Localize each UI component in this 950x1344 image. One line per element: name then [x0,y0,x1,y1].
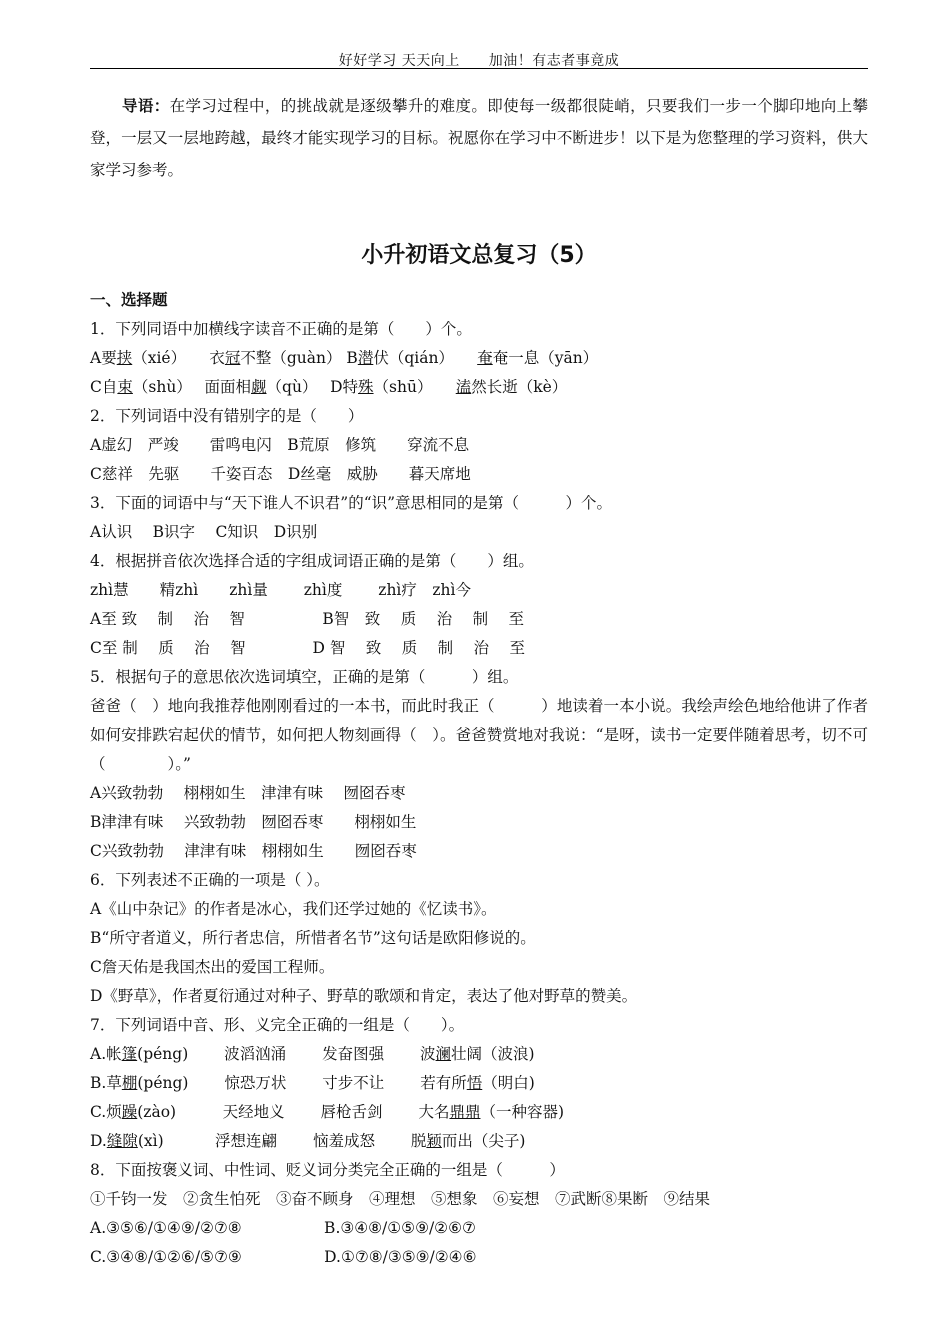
q7-option-b: B.草棚(péng) 惊恐万状 寸步不让 若有所悟（明白) [90,1074,535,1092]
q6-option-d: D《野草》，作者夏衍通过对种子、野草的歌颂和肯定，表达了他对野草的赞美。 [90,987,638,1005]
q7-stem: 7．下列词语中音、形、义完全正确的一组是（ ）。 [90,1016,465,1034]
q2-options-c-d: C慈祥 先驱 千姿百态 D丝毫 威胁 暮天席地 [90,465,471,483]
section-heading: 一、选择题 [90,291,168,309]
q3-stem: 3．下面的词语中与“天下谁人不识君”的“识”意思相同的是第（ ）个。 [90,494,613,512]
q1-options-a-b: A要挟（xié） 衣冠不整（guàn） B潜伏（qián） 奄奄一息（yān） [90,349,599,367]
q8-options-c-d: C.③④⑧/①②⑥/⑤⑦⑨ D.①⑦⑧/③⑤⑨/②④⑥ [90,1248,477,1266]
q2-stem: 2．下列词语中没有错别字的是（ ） [90,407,364,425]
q6-stem: 6．下列表述不正确的一项是（ ）。 [90,871,330,889]
q5-stem: 5．根据句子的意思依次选词填空，正确的是第（ ）组。 [90,668,519,686]
question-content [90,286,868,1272]
q4-stem: 4．根据拼音依次选择合适的字组成词语正确的是第（ ）组。 [90,552,534,570]
header-divider [90,68,868,69]
document-title: 小升初语文总复习（5） [361,243,597,268]
intro-text: 在学习过程中，的挑战就是逐级攀升的难度。即使每一级都很陡峭，只要我们一步一个脚印地向上攀登，一层又一层地跨越，最终才能实现学习的目标。祝愿你在学习中不断进步！以下是为您整理的学习资料，供大家学习参考。 [90,97,868,179]
q3-options: A认识 B识字 C知识 D识别 [90,523,318,541]
q8-word-list: ①千钧一发 ②贪生怕死 ③奋不顾身 ④理想 ⑤想象 ⑥妄想 ⑦武断⑧果断 ⑨结果 [90,1190,711,1208]
q2-options-a-b: A虚幻 严竣 雷鸣电闪 B荒原 修筑 穿流不息 [90,436,470,454]
q7-option-d: D.缝隙(xì) 浮想连翩 恼羞成怒 脱颖而出（尖子) [90,1132,526,1150]
q1-options-c-d: C自束（shù） 面面相觑（qù） D特殊（shū） 溘然长逝（kè） [90,378,568,396]
q7-option-c: C.烦躁(zào) 天经地义 唇枪舌剑 大名鼎鼎（一种容器) [90,1103,565,1121]
q4-pinyin: zhì慧 精zhì zhì量 zhì度 zhì疗 zhì今 [90,581,471,599]
intro-label: 导语： [122,96,170,115]
page-header: 好好学习 天天向上 加油！有志者事竟成 [338,53,620,69]
q6-option-b: B“所守者道义，所行者忠信，所惜者名节”这句话是欧阳修说的。 [90,929,536,947]
q1-stem: 1．下列同语中加横线字读音不正确的是第（ ）个。 [90,320,472,338]
q5-option-a: A兴致勃勃 栩栩如生 津津有味 囫囵吞枣 [90,784,406,802]
q8-options-a-b: A.③⑤⑥/①④⑨/②⑦⑧ B.③④⑧/①⑤⑨/②⑥⑦ [90,1219,476,1237]
q6-option-c: C詹天佑是我国杰出的爱国工程师。 [90,958,335,976]
q7-option-a: A.帐篷(péng) 波滔汹涌 发奋图强 波澜壮阔（波浪) [90,1045,535,1063]
q8-stem: 8．下面按褒义词、中性词、贬义词分类完全正确的一组是（ ） [90,1161,565,1179]
q5-option-c: C兴致勃勃 津津有味 栩栩如生 囫囵吞枣 [90,842,417,860]
intro-paragraph [90,90,868,186]
q6-option-a: A《山中杂记》的作者是冰心，我们还学过她的《忆读书》。 [90,900,497,918]
q4-options-a-b: A至 致 制 治 智 B智 致 质 治 制 至 [90,610,525,628]
q5-option-b: B津津有味 兴致勃勃 囫囵吞枣 栩栩如生 [90,813,417,831]
q4-options-c-d: C至 制 质 治 智 D 智 致 质 制 治 至 [90,639,525,657]
q5-passage: 爸爸（ ）地向我推荐他刚刚看过的一本书，而此时我正（ ）地读着一本小说。我绘声绘色地给他讲了作者如何安排跌宕起伏的情节，如何把人物刻画得（ ）。爸爸赞赏地对我说：“是呀，读书一定要伴随着思考，切不可（ ）。” [90,697,868,773]
